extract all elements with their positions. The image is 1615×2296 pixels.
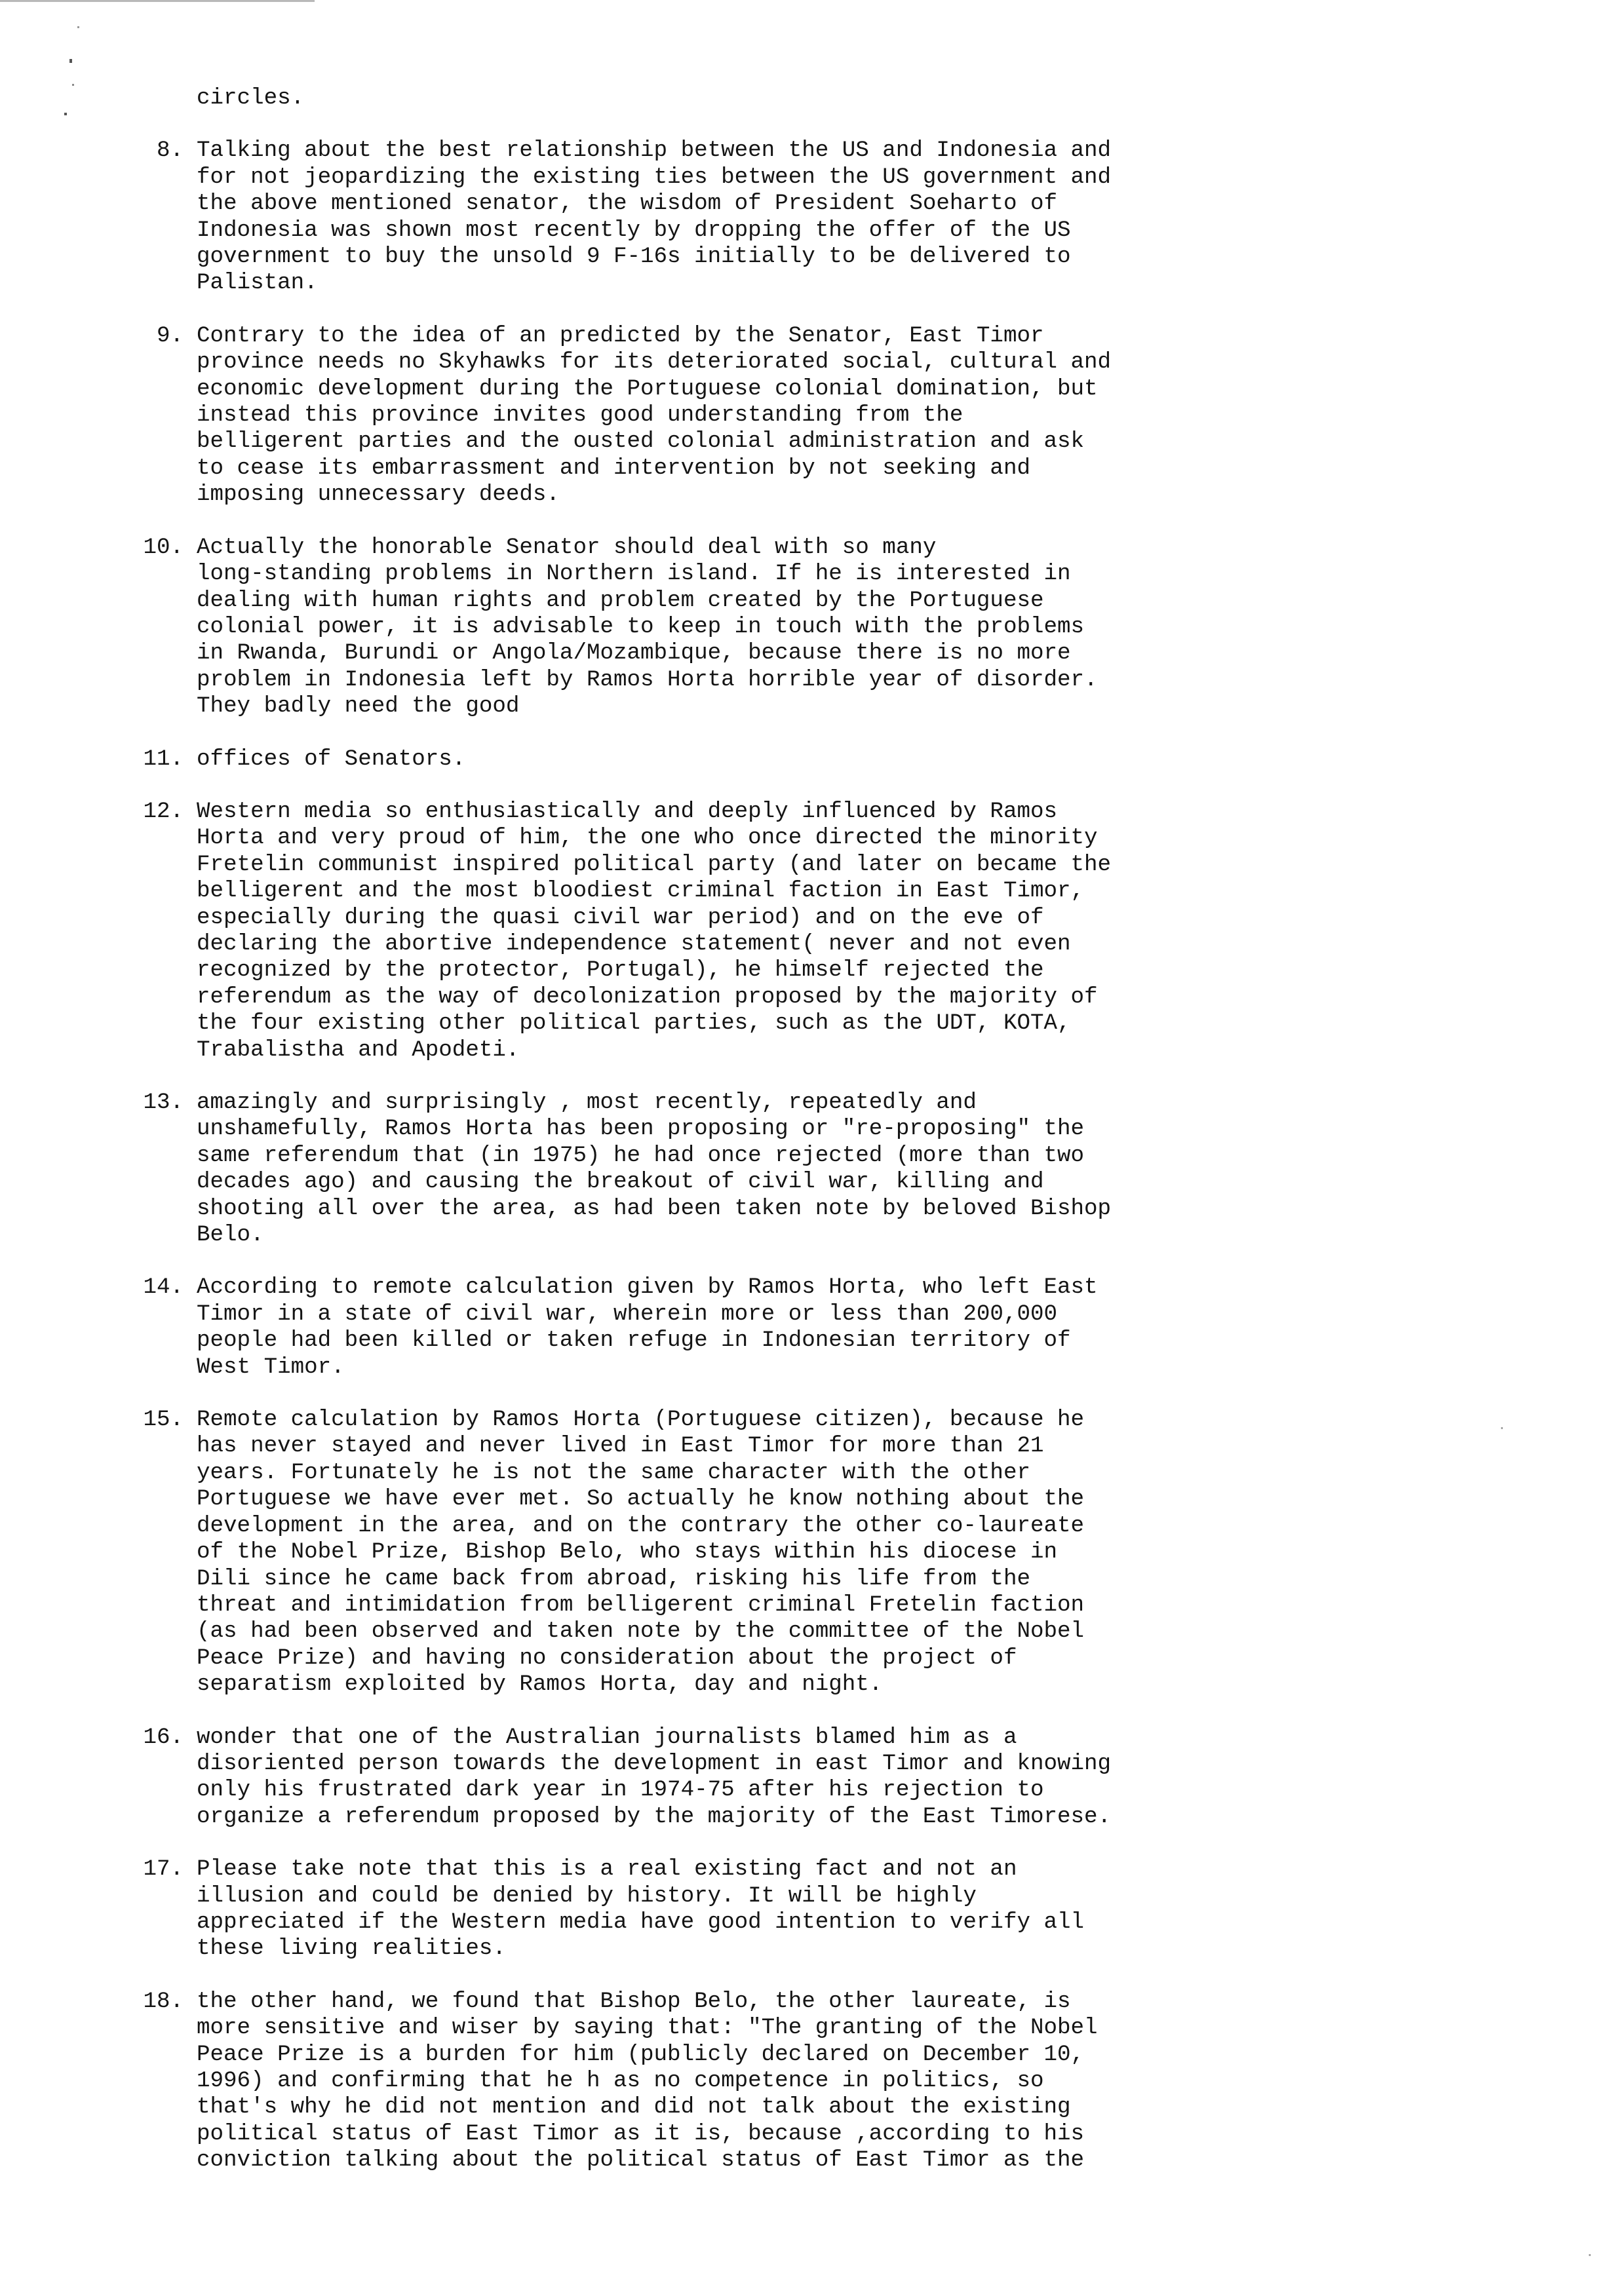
text-line: that's why he did not mention and did not talk about the existing	[197, 2095, 1071, 2120]
text-line: Peace Prize) and having no consideration about the project of	[197, 1645, 1017, 1671]
text-line: years. Fortunately he is not the same character with the other	[197, 1460, 1030, 1485]
text-line: more sensitive and wiser by saying that: "The granting of the Nobel	[197, 2016, 1098, 2041]
text-line: declaring the abortive independence statement( never and not even	[197, 931, 1071, 957]
text-line: Dili since he came back from abroad, risking his life from the	[197, 1566, 1030, 1592]
text-line: According to remote calculation given by Ramos Horta, who left East	[197, 1275, 1098, 1301]
item-text	[197, 1725, 1237, 1831]
item-text	[197, 323, 1237, 508]
text-line: referendum as the way of decolonization proposed by the majority of	[197, 984, 1098, 1010]
text-line: conviction talking about the political status of East Timor as the	[197, 2148, 1085, 2173]
text-line: to cease its embarrassment and intervention by not seeking and	[197, 455, 1030, 481]
text-line: in Rwanda, Burundi or Angola/Mozambique, because there is no more	[197, 641, 1071, 666]
text-line: Fretelin communist inspired political party (and later on became the	[197, 852, 1112, 877]
item-number: 9.	[156, 323, 184, 349]
text-line: Timor in a state of civil war, wherein more or less than 200,000	[197, 1301, 1058, 1327]
list-item	[123, 1989, 1237, 2174]
text-line: Actually the honorable Senator should deal with so many	[197, 535, 937, 560]
item-text	[197, 799, 1237, 1063]
text-line: 1996) and confirming that he h as no competence in politics, so	[197, 2069, 1044, 2094]
continuation-text: circles.	[197, 86, 305, 111]
item-number: 11.	[143, 746, 184, 772]
text-line: West Timor.	[197, 1354, 345, 1380]
text-line: Trabalistha and Apodeti.	[197, 1037, 520, 1063]
text-line: political status of East Timor as it is, because ,according to his	[197, 2121, 1085, 2147]
item-number: 18.	[143, 1989, 184, 2014]
text-line: illusion and could be denied by history. It will be highly	[197, 1883, 977, 1909]
text-line: government to buy the unsold 9 F-16s initially to be delivered to	[197, 244, 1071, 270]
item-number: 10.	[143, 535, 184, 560]
text-line: colonial power, it is advisable to keep in touch with the problems	[197, 614, 1085, 640]
text-line: belligerent parties and the ousted colonial administration and ask	[197, 429, 1085, 455]
text-line: amazingly and surprisingly , most recently, repeatedly and	[197, 1090, 977, 1115]
text-line: Western media so enthusiastically and deeply influenced by Ramos	[197, 799, 1058, 824]
item-number: 16.	[143, 1725, 184, 1750]
item-text	[197, 1090, 1237, 1248]
text-line: especially during the quasi civil war period) and on the eve of	[197, 905, 1044, 930]
item-text	[197, 535, 1237, 720]
text-line: the above mentioned senator, the wisdom of President Soeharto of	[197, 191, 1058, 217]
item-number: 12.	[143, 799, 184, 824]
scan-speck	[72, 84, 74, 86]
text-line: dealing with human rights and problem created by the Portuguese	[197, 588, 1044, 613]
scan-edge-line	[0, 0, 315, 2]
text-line: instead this province invites good understanding from the	[197, 403, 963, 429]
text-line: They badly need the good	[197, 694, 520, 719]
text-line: people had been killed or taken refuge in Indonesian territory of	[197, 1328, 1071, 1354]
text-line: Palistan.	[197, 271, 318, 296]
item-number: 13.	[143, 1090, 184, 1115]
text-line: province needs no Skyhawks for its deteriorated social, cultural and	[197, 350, 1112, 375]
text-line: of the Nobel Prize, Bishop Belo, who stays within his diocese in	[197, 1540, 1058, 1565]
text-line: development in the area, and on the contrary the other co-laureate	[197, 1513, 1085, 1539]
item-text	[197, 138, 1237, 296]
list-item	[123, 746, 1237, 773]
text-line: offices of Senators.	[197, 746, 466, 772]
text-line: Horta and very proud of him, the one who once directed the minority	[197, 826, 1098, 851]
text-line: Belo.	[197, 1223, 264, 1248]
text-line: the four existing other political parties, such as the UDT, KOTA,	[197, 1011, 1071, 1037]
text-line: problem in Indonesia left by Ramos Horta horrible year of disorder.	[197, 667, 1098, 693]
document-body	[123, 85, 1237, 2200]
text-line: Talking about the best relationship between the US and Indonesia and	[197, 138, 1112, 164]
text-line: has never stayed and never lived in East Timor for more than 21	[197, 1434, 1044, 1459]
text-line: decades ago) and causing the breakout of civil war, killing and	[197, 1170, 1044, 1195]
text-line: disoriented person towards the development in east Timor and knowing	[197, 1751, 1112, 1776]
scan-speck	[64, 113, 67, 115]
text-line: separatism exploited by Ramos Horta, day and night.	[197, 1672, 883, 1698]
text-line: unshamefully, Ramos Horta has been proposing or "re-proposing" the	[197, 1117, 1085, 1142]
list-item	[123, 138, 1237, 296]
text-line: Peace Prize is a burden for him (publicly declared on December 10,	[197, 2042, 1085, 2067]
item-text	[197, 1274, 1237, 1381]
text-line: Indonesia was shown most recently by dropping the offer of the US	[197, 218, 1071, 243]
text-line: organize a referendum proposed by the majority of the East Timorese.	[197, 1804, 1112, 1829]
text-line: long-standing problems in Northern island. If he is interested in	[197, 562, 1071, 587]
list-item	[123, 1407, 1237, 1698]
list-item	[123, 1274, 1237, 1381]
item-number: 15.	[143, 1407, 184, 1433]
item-number: 14.	[143, 1275, 184, 1301]
text-line: belligerent and the most bloodiest criminal faction in East Timor,	[197, 879, 1085, 904]
text-line: Remote calculation by Ramos Horta (Portuguese citizen), because he	[197, 1407, 1085, 1433]
list-item	[123, 1725, 1237, 1831]
text-line: economic development during the Portuguese colonial domination, but	[197, 376, 1098, 402]
scan-speck	[69, 59, 72, 63]
text-line: appreciated if the Western media have good intention to verify all	[197, 1909, 1085, 1935]
text-line: wonder that one of the Australian journalists blamed him as a	[197, 1725, 1017, 1750]
text-line: for not jeopardizing the existing ties between the US government and	[197, 164, 1112, 190]
text-line: recognized by the protector, Portugal), he himself rejected the	[197, 958, 1044, 984]
item-number: 17.	[143, 1857, 184, 1883]
text-line: shooting all over the area, as had been taken note by beloved Bishop	[197, 1196, 1112, 1221]
item-text	[197, 1407, 1237, 1698]
list-item	[123, 535, 1237, 720]
scan-speck	[77, 26, 79, 28]
numbered-list	[123, 138, 1237, 2173]
list-item	[123, 323, 1237, 508]
text-line: these living realities.	[197, 1936, 506, 1962]
item-number: 8.	[156, 138, 184, 164]
scan-speck	[1589, 2254, 1591, 2256]
list-item	[123, 1856, 1237, 1962]
text-line: same referendum that (in 1975) he had once rejected (more than two	[197, 1143, 1085, 1168]
text-line: Portuguese we have ever met. So actually he know nothing about the	[197, 1487, 1085, 1512]
scan-speck	[1501, 1427, 1503, 1429]
list-item	[123, 799, 1237, 1063]
item-text	[197, 746, 1237, 773]
item-text	[197, 1856, 1237, 1962]
item-text	[197, 1989, 1237, 2174]
text-line: only his frustrated dark year in 1974-75 after his rejection to	[197, 1778, 1044, 1803]
text-line: Please take note that this is a real existing fact and not an	[197, 1857, 1017, 1883]
text-line: imposing unnecessary deeds.	[197, 482, 560, 508]
text-line: Contrary to the idea of an predicted by the Senator, East Timor	[197, 323, 1044, 349]
text-line: the other hand, we found that Bishop Belo, the other laureate, is	[197, 1989, 1071, 2014]
list-item	[123, 1090, 1237, 1248]
text-line: threat and intimidation from belligerent criminal Fretelin faction	[197, 1592, 1085, 1618]
text-line: (as had been observed and taken note by the committee of the Nobel	[197, 1619, 1085, 1645]
